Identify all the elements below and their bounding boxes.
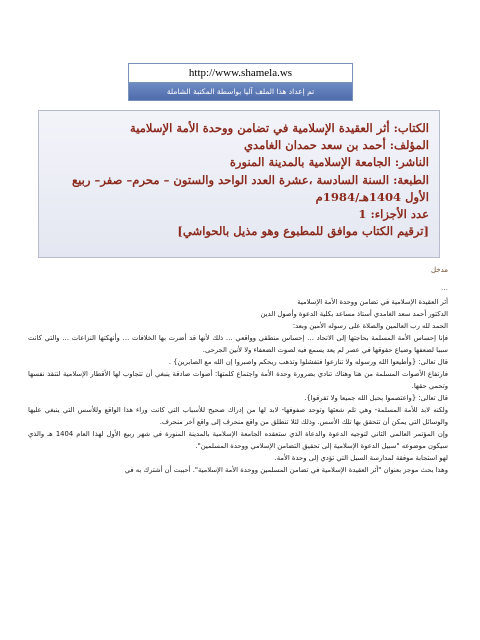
body-paragraph: الحمد لله رب العالمين والصلاة على رسوله الأمين وبعد: <box>292 322 448 330</box>
body-paragraph: لهو استجابة موفقة لمدارسة السبل التي تؤدي إلى وحدة الأمة. <box>274 454 448 462</box>
book-body <box>28 266 448 476</box>
book-numbering-note: [ترقيم الكتاب موافق للمطبوع وهو مذيل بالحواشي] <box>177 224 429 239</box>
site-url[interactable]: http://www.shamela.ws <box>128 63 353 83</box>
body-paragraph: ولكنه لابد للأمة المسلمة- وهي تلم شعثها وتوحد صفوفها- لابد لها من إدراك صحيح للأسباب التي كانت وراء هذا الواقع وللأسس التي ينبغي عليها والوسائل التي يمكن أن تتحقق بها تلك الأسس. وذلك لئلا تنطلق من واقع منحرف إلى واقع آخر منحرف. <box>28 406 448 426</box>
book-publisher: الناشر: الجامعة الإسلامية بالمدينة المنورة <box>229 155 429 170</box>
intro-heading-link[interactable]: مدخل <box>430 266 448 274</box>
body-paragraph: وإن المؤتمر العالمي الثاني لتوجيه الدعوة والدعاة الذي ستعقده الجامعة الإسلامية بالمدينة المنورة في شهر ربيع الأول لهذا العام 1404 هـ والذي سيكون موضوعه "سبيل الدعوة الإسلامية إلى تحقيق التضامن الإسلامي ووحدة المسلمين". <box>28 430 448 450</box>
body-paragraph: فارتفاع الأصوات المسلمة من هنا وهناك تنادي بضرورة وحدة الأمة واجتماع كلمتها: أصوات صادقة ينبغي أن تتجاوب لها الأقطار الإسلامية لتنقذ نفسها وتحمي حقها. <box>28 370 448 390</box>
book-author: المؤلف: أحمد بن سعد حمدان الغامدي <box>243 138 429 153</box>
body-paragraph: أثر العقيدة الإسلامية في تضامن ووحدة الأمة الإسلامية <box>297 298 448 306</box>
body-paragraph: فإنا إحساس الأمة المسلمة بحاجتها إلى الاتحاد … إحساس منطقي وواقعي … ذلك لأنها قد أضرت بها الخلافات … وأنهكتها النزاعات … والتي كانت سببا لضعفها وضياع حقوقها في عصر لم يعد يسمع فيه لصوت الضعفاء ولا لأنين الجرحى. <box>28 334 448 354</box>
book-edition: الطبعة: السنة السادسة ،عشرة العدد الواحد والستون – محرم– صفر– ربيع الأول 1404هـ/1984م <box>72 172 429 204</box>
ellipsis: … <box>441 284 448 292</box>
body-paragraph: الدكتور أحمد سعد الغامدي أستاذ مساعد بكلية الدعوة وأصول الدين <box>260 310 448 318</box>
body-paragraph: وهذا بحث موجز بعنوان "أثر العقيدة الإسلامية في تضامن المسلمين ووحدة الأمة الإسلامية". أحببت أن أشترك به في <box>124 466 448 474</box>
book-info-box <box>38 110 440 258</box>
generated-note-bar: تم إعداد هذا الملف آليا بواسطة المكتبة الشاملة <box>128 82 353 101</box>
book-title: الكتاب: أثر العقيدة الإسلامية في تضامن ووحدة الأمة الإسلامية <box>129 121 429 135</box>
body-paragraph: قال تعالى: {واعتصموا بحبل الله جميعا ولا تفرقوا}. <box>304 394 448 402</box>
book-parts: عدد الأجزاء: 1 <box>358 207 429 222</box>
body-paragraph: قال تعالى: {وأطيعوا الله ورسوله ولا تنازعوا فتفشلوا وتذهب ريحكم واصبروا إن الله مع الصابرين} . <box>168 358 448 366</box>
